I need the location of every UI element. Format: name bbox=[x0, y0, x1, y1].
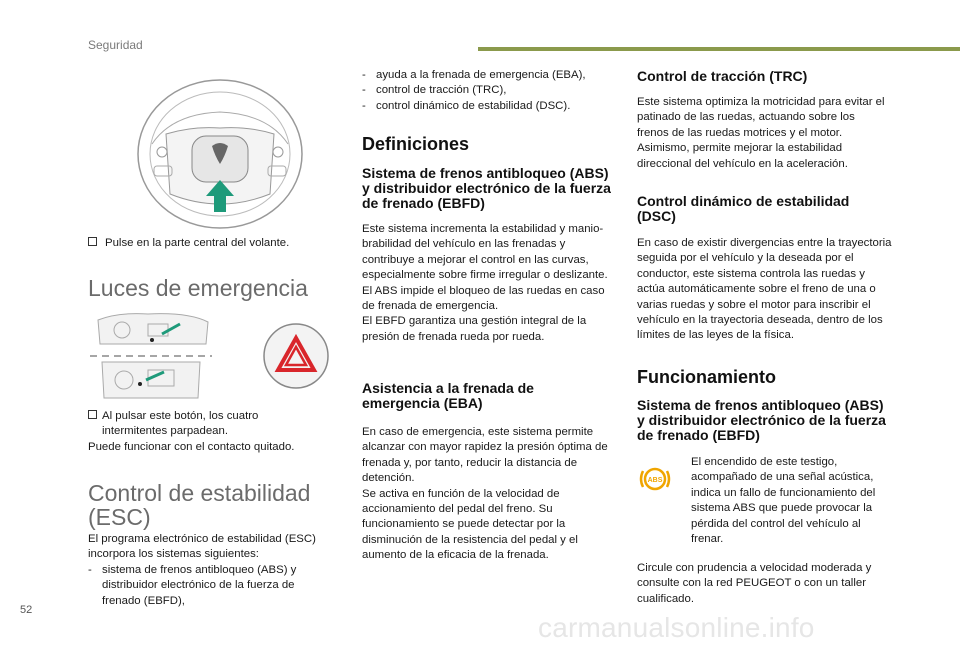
abs-def-title: Sistema de frenos antibloqueo (ABS) y distribuidor electrónico de la fuerza de frenado (EBFD) bbox=[362, 165, 611, 211]
esc-text: El programa electrónico de estabilidad (ESC) incorpora los sistemas siguientes: - sistema de frenos antibloqueo (ABS) y distribuidor electrónico de la fuerza de frenado (EBFD), bbox=[88, 533, 316, 607]
abs-warning-icon bbox=[638, 462, 672, 496]
trc-text: Este sistema optimiza la motricidad para evitar el patinado de las ruedas, actuando sobre los frenos de las ruedas motrices y el motor. Asimismo, permite mejorar la estabilidad direccional del vehículo en la aceleración. bbox=[637, 96, 885, 170]
func-title: Funcionamiento bbox=[637, 367, 776, 387]
eba-title: Asistencia a la frenada de emergencia (EBA) bbox=[362, 380, 534, 411]
checkbox-icon bbox=[88, 237, 97, 246]
abs-def-text: Este sistema incrementa la estabilidad y maniobrabilidad del vehículo en las frenadas y contribuye a mejorar el control en las curvas, especialmente sobre firme irregular o deslizante. El ABS impide el bloqueo de las ruedas en caso de frenada de emergencia. El EBFD garantiza una gestión integral de la presión de frenada rueda por rueda. bbox=[362, 223, 608, 343]
hazard-description: Al pulsar este botón, los cuatro intermitentes parpadean. Puede funcionar con el contacto quitado. bbox=[88, 410, 295, 453]
dsc-text: En caso de existir divergencias entre la trayectoria seguida por el vehículo y la deseada por el conductor, este sistema controla las ruedas y actúa automáticamente sobre el freno de una o varias ruedas y sobre el motor para inscribir el vehículo en la trayectoria deseada, dentro de los límites de las leyes de la física. bbox=[637, 237, 892, 342]
esc-title: Control de estabilidad (ESC) bbox=[88, 480, 311, 530]
hazard-button-icon bbox=[262, 322, 330, 390]
abs-func-title: Sistema de frenos antibloqueo (ABS) y distribuidor electrónico de la fuerza de frenado (EBFD) bbox=[637, 397, 886, 443]
section-label: Seguridad bbox=[88, 38, 143, 52]
eba-text: En caso de emergencia, este sistema permite alcanzar con mayor rapidez la presión óptima de frenada y, por tanto, reducir la distancia de detención. Se activa en función de la velocidad de accionamiento del pedal del freno. Su funcionamiento se puede detectar por la disminución de la resistencia del pedal y el aumento de la eficacia de la frenada. bbox=[362, 426, 608, 562]
watermark: carmanualsonline.info bbox=[538, 612, 815, 643]
trc-title: Control de tracción (TRC) bbox=[637, 68, 808, 84]
checkbox-icon bbox=[88, 410, 97, 419]
dashboard-illustration bbox=[88, 310, 214, 402]
abs-badge-text: ABS bbox=[647, 477, 663, 484]
final-advice: Circule con prudencia a velocidad moderada y consulte con la red PEUGEOT o con un taller cualificado. bbox=[637, 562, 872, 605]
abs-warning-text: El encendido de este testigo, acompañado de una señal acústica, indica un fallo de funcionamiento del sistema ABS que puede provocar la pérdida del control del vehículo al frenar. bbox=[691, 456, 876, 546]
page-number: 52 bbox=[20, 604, 33, 616]
section-accent-bar bbox=[478, 47, 960, 51]
hazard-title: Luces de emergencia bbox=[88, 275, 308, 301]
steering-instruction: Pulse en la parte central del volante. bbox=[88, 236, 308, 251]
steering-wheel-illustration bbox=[132, 74, 308, 232]
systems-list: - ayuda a la frenada de emergencia (EBA), - control de tracción (TRC), - control dinámico de estabilidad (DSC). bbox=[362, 69, 586, 112]
dsc-title: Control dinámico de estabilidad (DSC) bbox=[637, 193, 850, 224]
definitions-title: Definiciones bbox=[362, 134, 470, 154]
